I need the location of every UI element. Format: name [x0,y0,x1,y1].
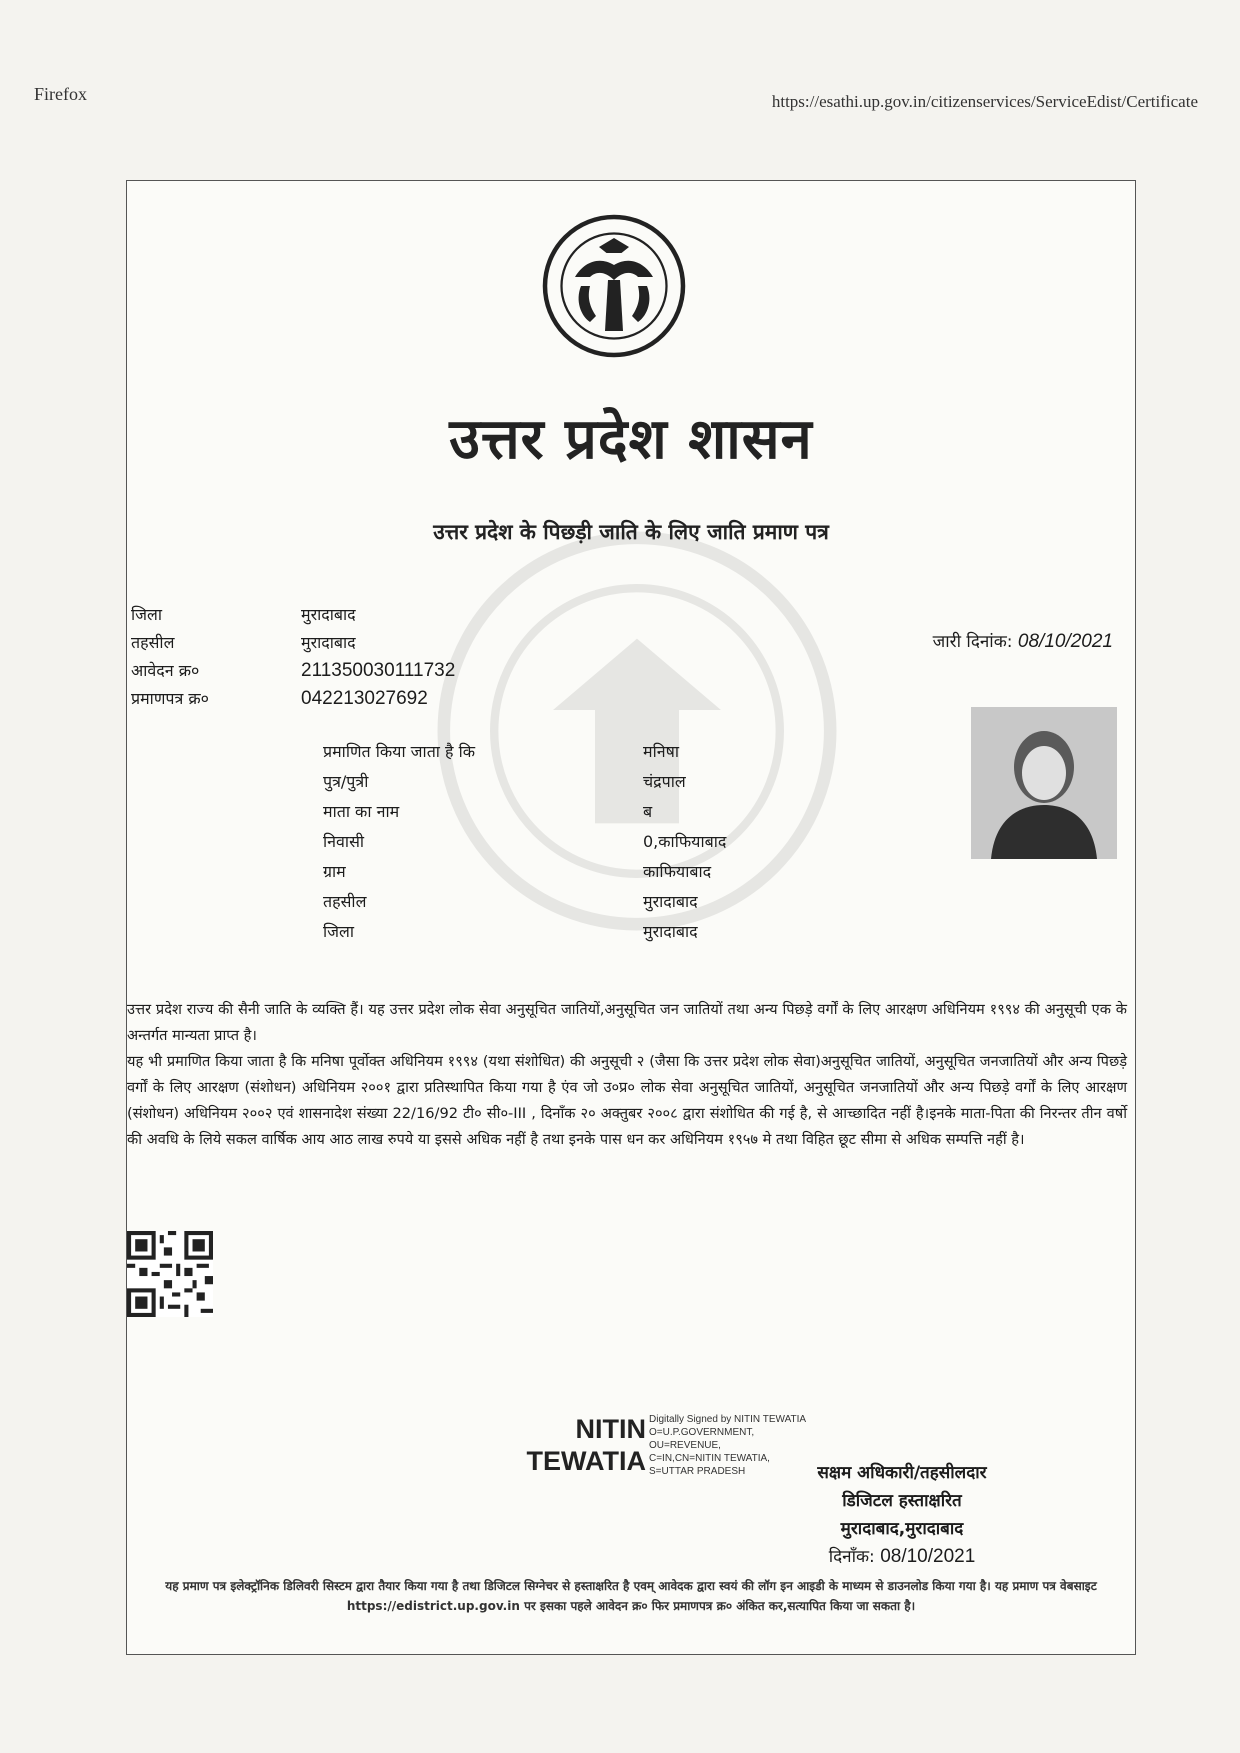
signer-name [521,1413,646,1477]
detail-value: चंद्रपाल [643,772,686,791]
certificate-statement [127,997,1127,1153]
issue-date-label: जारी दिनांक: [932,632,1013,652]
detail-row [323,827,726,857]
issue-date [933,629,1113,653]
detail-value: ब [643,802,653,821]
detail-label: ग्राम [323,862,346,881]
detail-row [323,887,726,917]
signature-meta-line: O=U.P.GOVERNMENT, [649,1427,755,1438]
signer-first-name: NITIN [575,1414,646,1444]
detail-label: तहसील [323,892,367,911]
qr-code-icon[interactable] [127,1231,213,1317]
detail-value: काफियाबाद [643,862,712,881]
signer-last-name: TEWATIA [526,1446,646,1476]
detail-label: माता का नाम [323,802,400,821]
authority-title: सक्षम अधिकारी/तहसीलदार [817,1463,987,1483]
detail-label: जिला [323,922,355,941]
detail-row [323,857,726,887]
statement-paragraph-2: यह भी प्रमाणित किया जाता है कि मनिषा पूर्वोक्त अधिनियम १९९४ (यथा संशोधित) की अनुसूची २ (जैसा कि उत्तर प्रदेश लोक सेवा)अनुसूचित जातियों, अनुसूचित जनजातियों और अन्य पिछड़े वर्गों के लिए आरक्षण (संशोधन) अधिनियम २००१ द्वारा प्रतिस्थापित किया गया है एंव जो उ०प्र० लोक सेवा अनुसूचित जातियों, अनुसूचित जनजातियों और अन्य पिछड़े वर्गों के लिए आरक्षण (संशोधन) अधिनियम २००२ एवं शासनादेश संख्या 22/16/92 टी० सी०-III , दिनाँक २० अक्तुबर २००८ द्वारा संशोधित की गई है, से आच्छादित नहीं है।इनके माता-पिता की निरन्तर तीन वर्षो की अवधि के लिये सकल वार्षिक आय आठ लाख रुपये या इससे अधिक नहीं है तथा इनके पास धन कर अधिनियम १९५७ मे तथा विहित छूट सीमा से अधिक सम्पत्ति नहीं है। [127,1053,1127,1148]
info-label: तहसील [131,633,175,652]
authority-date-value: 08/10/2021 [880,1546,976,1567]
detail-row [323,737,726,767]
detail-value: मनिषा [643,742,679,761]
verification-footer: यह प्रमाण पत्र इलेक्ट्रॉनिक डिलिवरी सिस्टम द्वारा तैयार किया गया है तथा डिजिटल सिग्नेचर से हस्ताक्षरित है एवम् आवेदक द्वारा स्वयं की लॉग इन आइडी के माध्यम से डाउनलोड किया गया है। यह प्रमाण पत्र वेबसाइट https://edistrict.up.gov.in पर इसका पहले आवेदन क्र० फिर प्रमाणपत्र क्र० अंकित कर,सत्यापित किया जा सकता है। [165,1579,1097,1613]
detail-value: मुरादाबाद [643,922,698,941]
detail-label: पुत्र/पुत्री [323,772,369,791]
signature-meta-line: Digitally Signed by NITIN TEWATIA [649,1414,807,1425]
detail-label: निवासी [323,832,365,851]
detail-row [323,917,726,947]
authority-date-label: दिनाँक: [828,1547,875,1567]
info-label: प्रमाणपत्र क्र० [131,689,209,708]
application-number: 211350030111732 [301,660,456,681]
applicant-photo [971,707,1117,859]
signature-meta-line: S=UTTAR PRADESH [649,1466,746,1477]
certificate-number: 042213027692 [301,688,428,709]
info-value: मुरादाबाद [301,605,356,624]
page-title: उत्तर प्रदेश शासन [449,406,813,472]
certificate-subtitle: उत्तर प्रदेश के पिछड़ी जाति के लिए जाति प्रमाण पत्र [433,520,829,544]
certificate-page [126,180,1136,1655]
statement-paragraph-1: उत्तर प्रदेश राज्य की सैनी जाति के व्यक्ति हैं। यह उत्तर प्रदेश लोक सेवा अनुसूचित जातियों,अनुसूचित जन जातियों तथा अन्य पिछड़े वर्गों के लिए आरक्षण अधिनियम १९९४ की अनुसूची एक के अन्तर्गत मान्यता प्राप्त है। [127,1001,1127,1044]
detail-value: 0,काफियाबाद [643,832,727,851]
detail-row [323,767,726,797]
signature-meta-line: OU=REVENUE, [649,1440,721,1451]
detail-value: मुरादाबाद [643,892,698,911]
issuing-authority [787,1459,1017,1571]
signature-meta-line: C=IN,CN=NITIN TEWATIA, [649,1453,770,1464]
info-label: जिला [131,605,163,624]
application-info [131,601,455,713]
authority-place: मुरादाबाद,मुरादाबाद [840,1519,964,1539]
applicant-details [323,737,726,947]
authority-signature-note: डिजिटल हस्ताक्षरित [842,1491,962,1511]
issue-date-value: 08/10/2021 [1017,631,1113,652]
detail-row [323,797,726,827]
info-label: आवेदन क्र० [131,661,200,680]
info-value: मुरादाबाद [301,633,356,652]
browser-app-label: Firefox [34,84,87,104]
authority-date [787,1543,1017,1571]
up-govt-emblem-icon [539,211,689,361]
detail-label: प्रमाणित किया जाता है कि [323,742,476,761]
browser-url[interactable]: https://esathi.up.gov.in/citizenservices/ServiceEdist/Certificate [771,92,1198,111]
